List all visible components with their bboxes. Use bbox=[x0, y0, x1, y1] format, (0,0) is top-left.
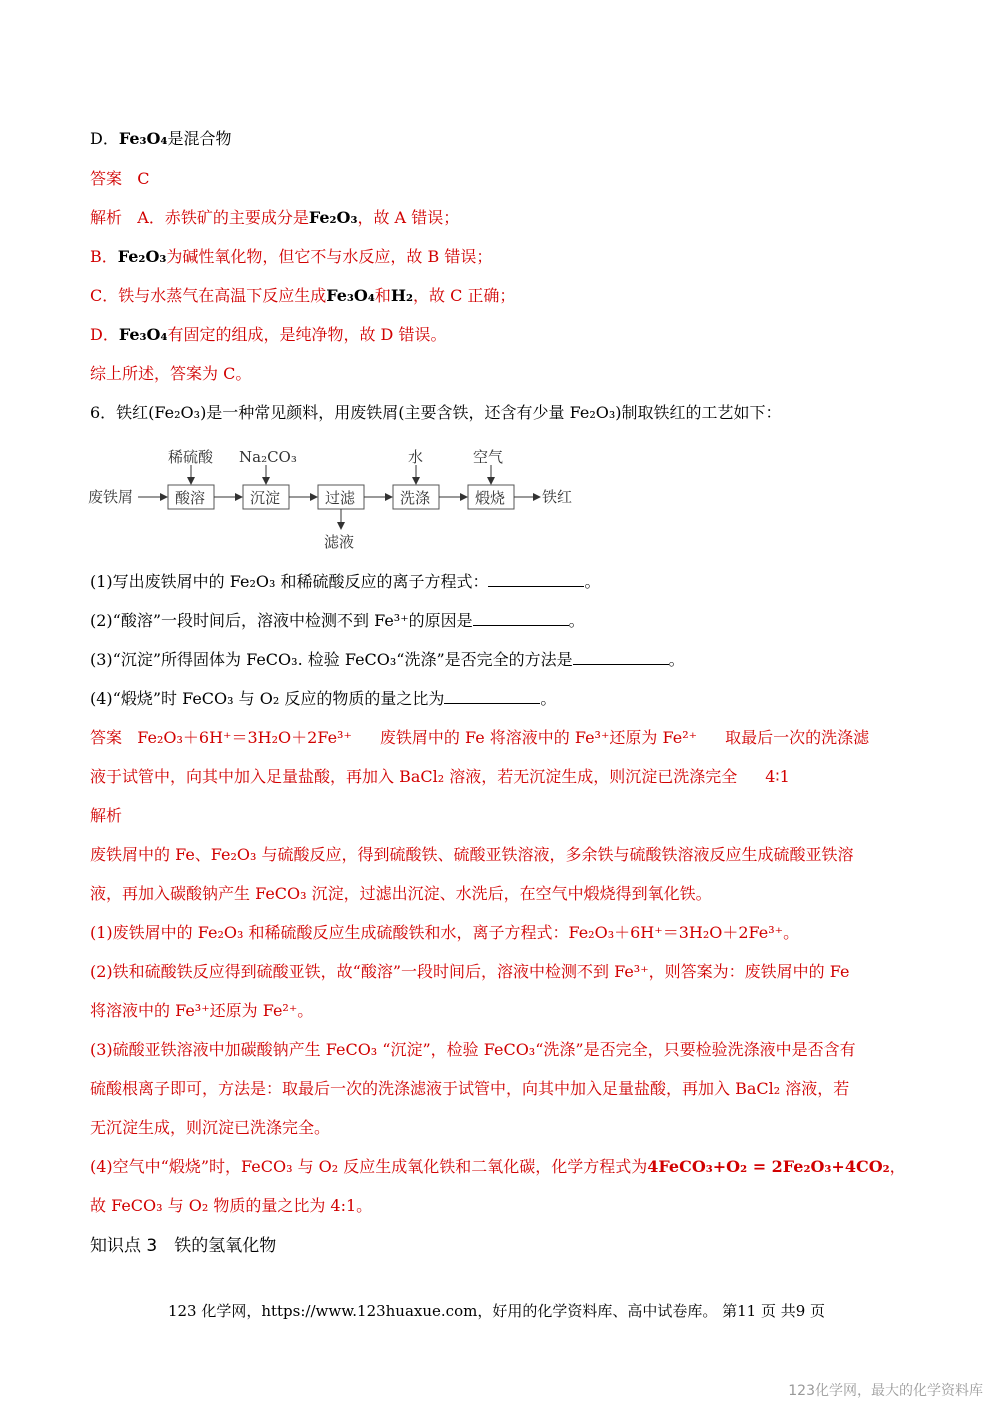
q5-analysis-d bbox=[90, 325, 446, 345]
section-heading: 知识点 3 铁的氢氧化物 bbox=[90, 1236, 277, 1256]
flow-step-2-label: 沉淀 bbox=[250, 489, 281, 507]
q6-analysis-4b: 故 FeCO₃ 与 O₂ 物质的量之比为 4:1。 bbox=[90, 1196, 373, 1215]
q6-answer-4: 4∶1 bbox=[765, 767, 790, 786]
q6-analysis-4a-equation: 4FeCO₃+O₂ = 2Fe₂O₃+4CO₂ bbox=[647, 1157, 890, 1176]
q5-analysis-d-pre: D． bbox=[90, 325, 119, 344]
q6-analysis-2b: 将溶液中的 Fe³⁺还原为 Fe²⁺。 bbox=[90, 1001, 314, 1020]
q6-stem: 6．铁红(Fe₂O₃)是一种常见颜料，用废铁屑(主要含铁，还含有少量 Fe₂O₃)制取铁红的工艺如下： bbox=[90, 403, 782, 422]
q5-analysis-c-mid: 和 bbox=[374, 286, 391, 305]
q6-answer-3a: 取最后一次的洗涤滤 bbox=[725, 728, 870, 747]
flow-input-2: Na₂CO₃ bbox=[239, 448, 297, 466]
q6-sub1 bbox=[90, 572, 601, 592]
q6-sub4-text: (4)“煅烧”时 FeCO₃ 与 O₂ 反应的物质的量之比为 bbox=[90, 689, 445, 708]
option-d-formula: Fe₃O₄ bbox=[118, 129, 168, 148]
page-footer: 123 化学网，https://www.123huaxue.com，好用的化学资料库、高中试卷库。 第11 页 共9 页 bbox=[167, 1302, 826, 1320]
q5-answer-value: C bbox=[137, 169, 150, 188]
q6-sub3-text: (3)“沉淀”所得固体为 FeCO₃. 检验 FeCO₃“洗涤”是否完全的方法是 bbox=[90, 650, 573, 669]
q6-sub2-text: (2)“酸溶”一段时间后，溶液中检测不到 Fe³⁺的原因是 bbox=[90, 611, 473, 630]
q5-answer bbox=[90, 169, 150, 189]
flow-input-3: 水 bbox=[408, 448, 424, 466]
q6-analysis-3c: 无沉淀生成，则沉淀已洗涤完全。 bbox=[90, 1118, 331, 1137]
q6-sub1-text: (1)写出废铁屑中的 Fe₂O₃ 和稀硫酸反应的离子方程式： bbox=[90, 572, 489, 591]
q6-sub4-end: 。 bbox=[540, 689, 557, 708]
flow-end: 铁红 bbox=[542, 488, 573, 506]
q6-sub3 bbox=[90, 650, 685, 670]
flow-input-1: 稀硫酸 bbox=[168, 448, 214, 466]
flow-step-1-label: 酸溶 bbox=[175, 489, 206, 507]
q5-analysis-label: 解析 bbox=[90, 208, 123, 227]
flow-input-4: 空气 bbox=[473, 448, 504, 466]
q6-sub2 bbox=[90, 611, 585, 631]
q5-analysis-d-post: 有固定的组成，是纯净物，故 D 错误。 bbox=[167, 325, 447, 344]
q6-analysis-3a: (3)硫酸亚铁溶液中加碳酸钠产生 FeCO₃ “沉淀”，检验 FeCO₃“洗涤”是否完全，只要检验洗涤液中是否含有 bbox=[90, 1040, 856, 1059]
q5-analysis-c-formula1: Fe₃O₄ bbox=[326, 286, 375, 305]
flow-byproduct: 滤液 bbox=[324, 533, 355, 551]
q6-analysis-label: 解析 bbox=[90, 806, 123, 825]
q6-analysis-intro2: 液，再加入碳酸钠产生 FeCO₃ 沉淀，过滤出沉淀、水洗后，在空气中煅烧得到氧化铁。 bbox=[90, 884, 712, 903]
q6-answer-1: Fe₂O₃＋6H⁺＝3H₂O＋2Fe³⁺ bbox=[137, 728, 352, 747]
q6-answer-line2 bbox=[90, 767, 790, 787]
q6-answer-2: 废铁屑中的 Fe 将溶液中的 Fe³⁺还原为 Fe²⁺ bbox=[379, 728, 698, 747]
q5-analysis-a-formula: Fe₂O₃ bbox=[308, 208, 358, 227]
flow-start: 废铁屑 bbox=[88, 488, 134, 506]
q5-analysis-c-formula2: H₂ bbox=[390, 286, 414, 305]
process-flow-diagram bbox=[88, 440, 608, 555]
q5-analysis-b-post: 为碱性氧化物，但它不与水反应，故 B 错误； bbox=[166, 247, 493, 266]
q6-sub3-end: 。 bbox=[668, 650, 685, 669]
q6-analysis-intro1: 废铁屑中的 Fe、Fe₂O₃ 与硫酸反应，得到硫酸铁、硫酸亚铁溶液，多余铁与硫酸铁溶液反应生成硫酸亚铁溶 bbox=[90, 845, 854, 864]
q6-analysis-4a bbox=[90, 1157, 906, 1177]
q6-sub2-blank bbox=[473, 611, 569, 626]
q6-sub1-end: 。 bbox=[584, 572, 601, 591]
q6-sub4-blank bbox=[444, 689, 540, 704]
q6-answer-label: 答案 bbox=[90, 728, 123, 747]
flow-step-5-label: 煅烧 bbox=[475, 489, 506, 507]
option-d-label: D． bbox=[90, 129, 119, 148]
q5-analysis-c-post: ，故 C 正确； bbox=[413, 286, 516, 305]
q5-summary: 综上所述，答案为 C。 bbox=[90, 364, 252, 383]
option-d-text: 是混合物 bbox=[167, 129, 232, 148]
q6-answer-3b: 液于试管中，向其中加入足量盐酸，再加入 BaCl₂ 溶液，若无沉淀生成，则沉淀已洗涤完全 bbox=[90, 767, 738, 786]
q6-analysis-3b: 硫酸根离子即可，方法是：取最后一次的洗涤滤液于试管中，向其中加入足量盐酸，再加入 BaCl₂ 溶液，若 bbox=[90, 1079, 850, 1098]
q5-analysis-c-pre: C．铁与水蒸气在高温下反应生成 bbox=[90, 286, 327, 305]
q5-analysis-b-pre: B． bbox=[90, 247, 118, 266]
q6-sub2-end: 。 bbox=[568, 611, 585, 630]
q6-sub1-blank bbox=[488, 572, 584, 587]
q6-analysis-2a: (2)铁和硫酸铁反应得到硫酸亚铁，故“酸溶”一段时间后，溶液中检测不到 Fe³⁺，则答案为：废铁屑中的 Fe bbox=[90, 962, 850, 981]
q5-analysis-a-pre: A．赤铁矿的主要成分是 bbox=[137, 208, 309, 227]
q5-analysis-b-formula: Fe₂O₃ bbox=[117, 247, 167, 266]
q6-answer-line1 bbox=[90, 728, 869, 748]
q5-analysis-d-formula: Fe₃O₄ bbox=[118, 325, 168, 344]
q5-answer-label: 答案 bbox=[90, 169, 123, 188]
flow-step-4-label: 洗涤 bbox=[400, 489, 431, 507]
q5-analysis-a bbox=[90, 208, 459, 228]
q6-analysis-4a-pre: (4)空气中“煅烧”时，FeCO₃ 与 O₂ 反应生成氧化铁和二氧化碳，化学方程式为 bbox=[90, 1157, 648, 1176]
q6-sub4 bbox=[90, 689, 556, 709]
q5-analysis-a-post: ，故 A 错误； bbox=[357, 208, 460, 227]
q6-analysis-4a-post: ， bbox=[889, 1157, 906, 1176]
q5-analysis-b bbox=[90, 247, 492, 267]
q6-analysis-1: (1)废铁屑中的 Fe₂O₃ 和稀硫酸反应生成硫酸铁和水，离子方程式：Fe₂O₃＋6H⁺＝3H₂O＋2Fe³⁺。 bbox=[90, 923, 800, 942]
option-d bbox=[90, 129, 231, 149]
q5-analysis-c bbox=[90, 286, 515, 306]
flow-step-3-label: 过滤 bbox=[325, 489, 356, 507]
q6-sub3-blank bbox=[573, 650, 669, 665]
watermark: 123化学网，最大的化学资料库 bbox=[788, 1383, 983, 1399]
